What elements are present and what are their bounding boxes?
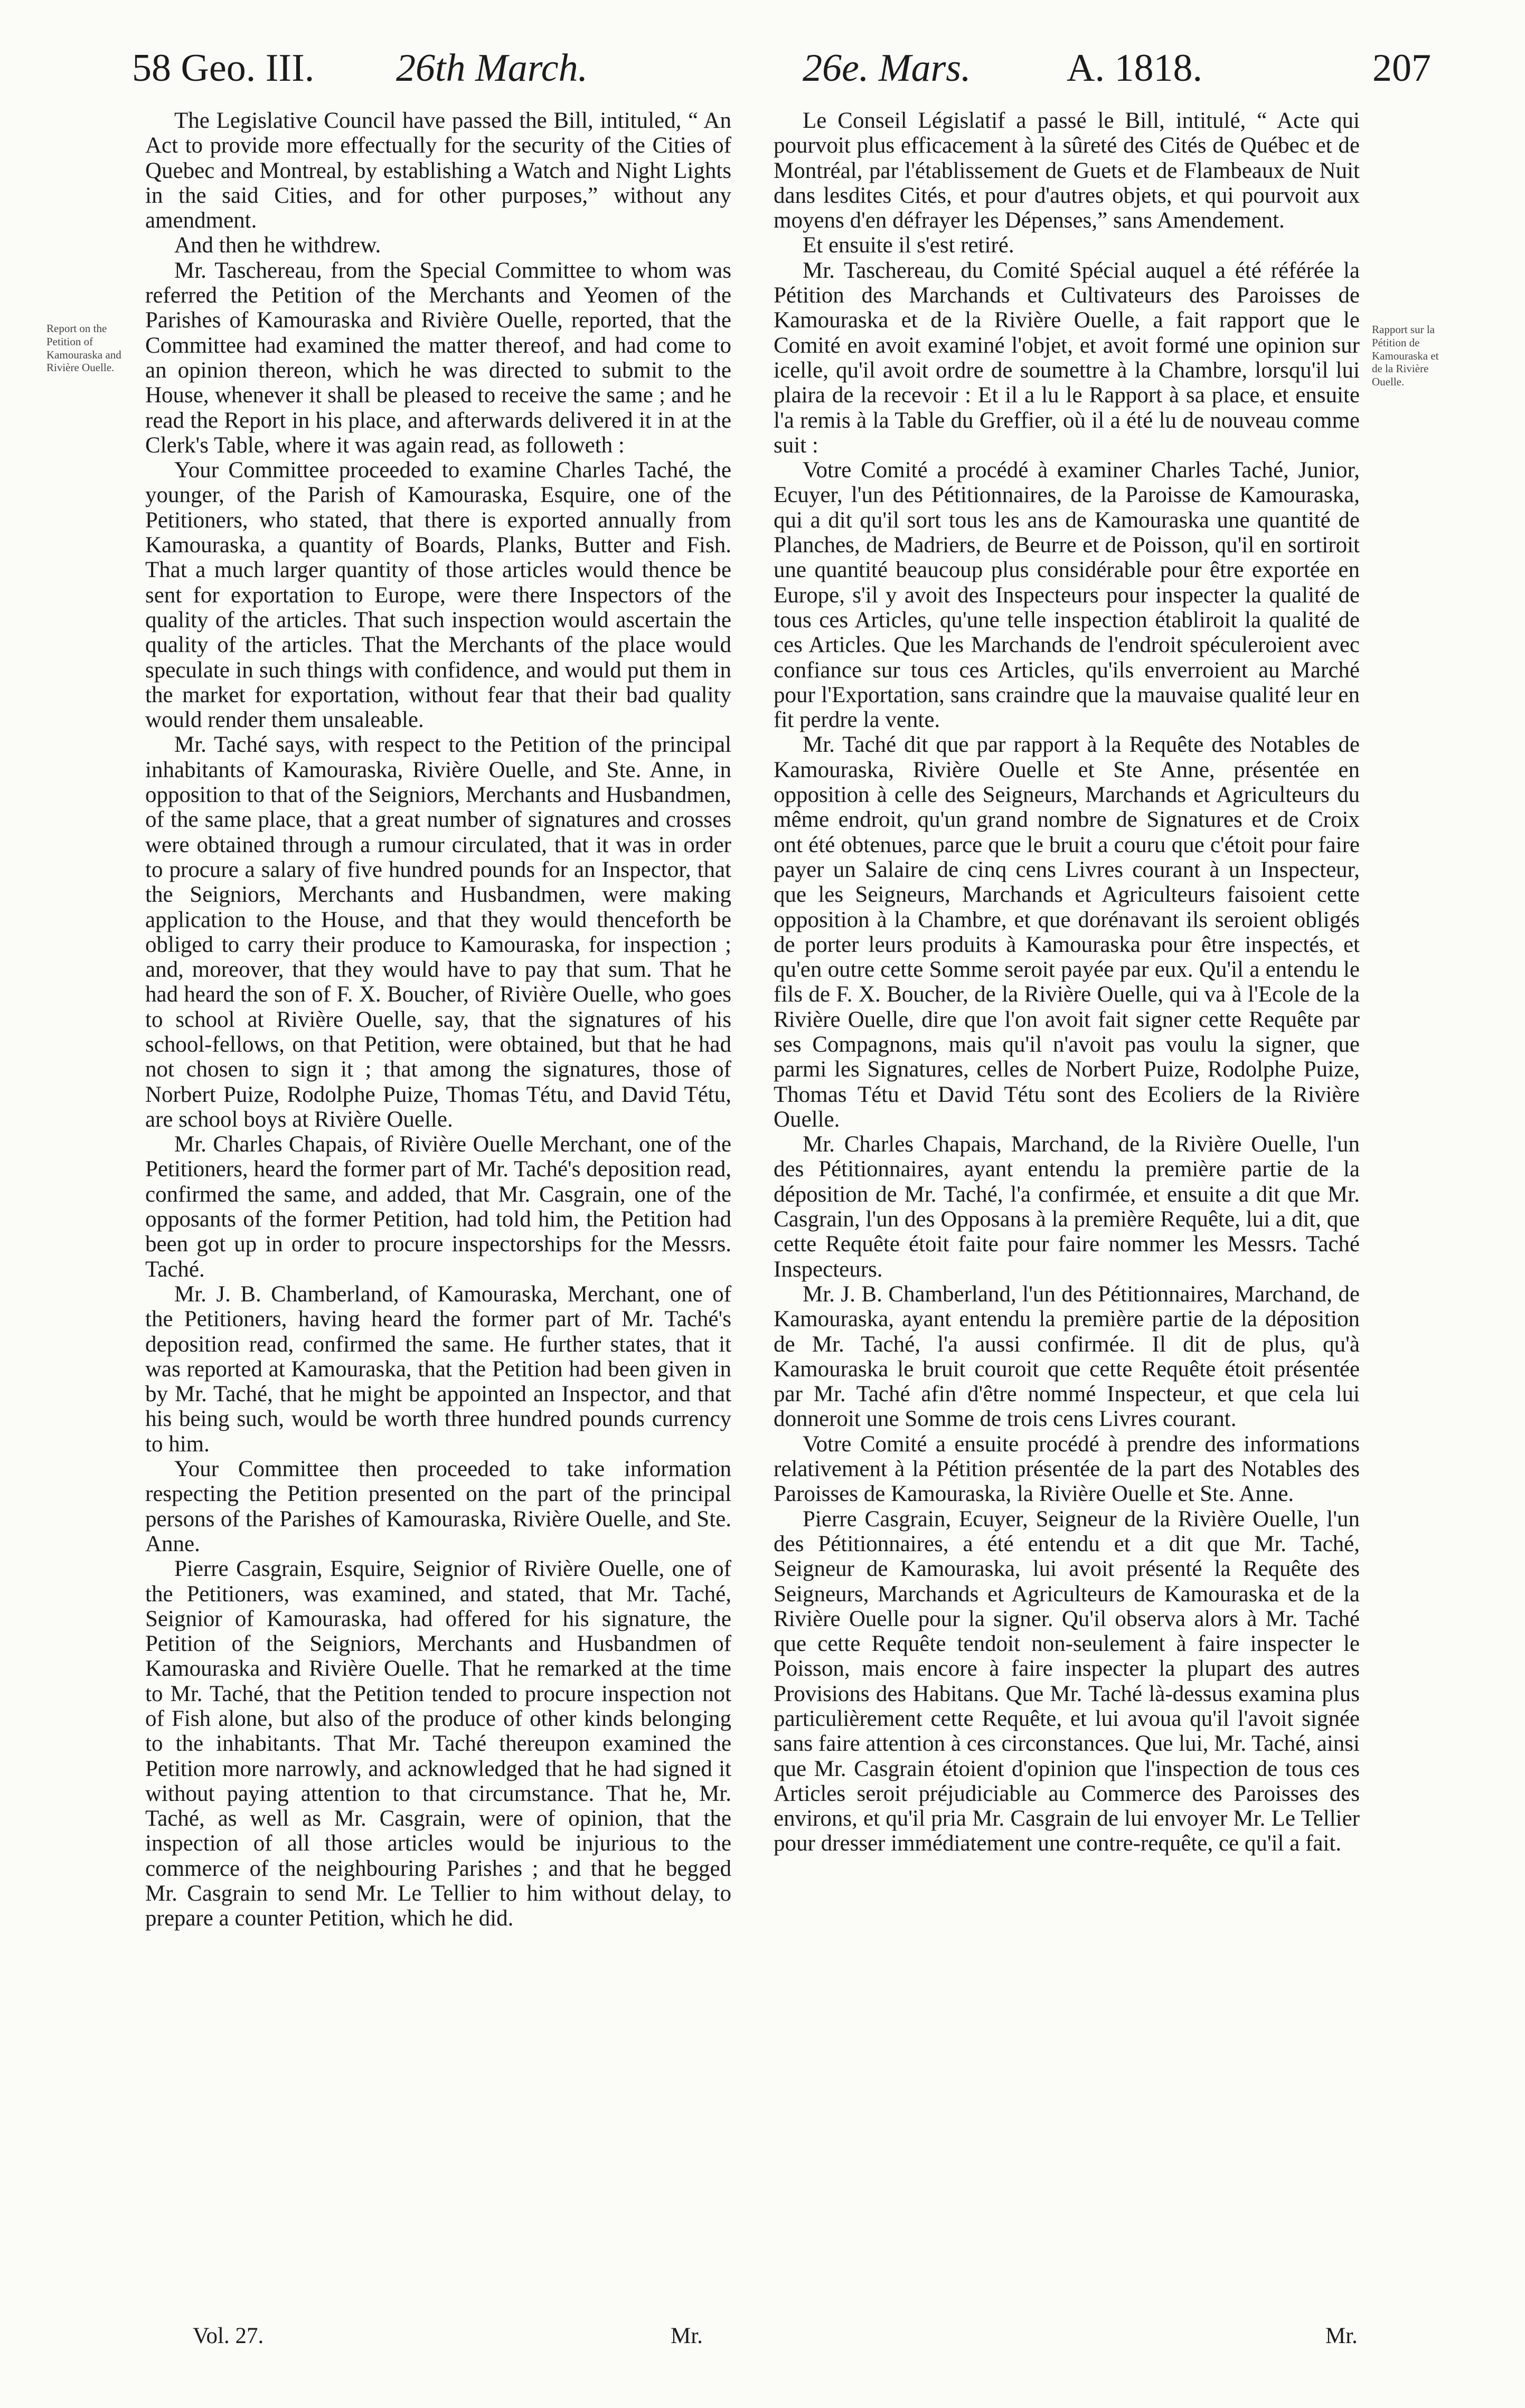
footer-volume: Vol. 27. bbox=[193, 2324, 264, 2348]
running-header bbox=[132, 46, 1431, 107]
french-paragraph: Mr. Charles Chapais, Marchand, de la Rivière Ouelle, l'un des Pétitionnaires, ayant entendu la première partie de la déposition de Mr. Taché, l'a confirmée, et ensuite a dit que Mr. Casgrain, l'un des Opposans à la première Requête, lui a dit, que cette Requête étoit faite pour faire nommer les Messrs. Taché Inspecteurs. bbox=[774, 1132, 1360, 1282]
french-paragraph: Mr. J. B. Chamberland, l'un des Pétitionnaires, Marchand, de Kamouraska, ayant entendu la première partie de la déposition de Mr. Taché, l'a aussi confirmée. Il dit de plus, qu'à Kamouraska le bruit couroit que cette Requête étoit présentée par Mr. Taché afin d'être nommé Inspecteur, et que cela lui donneroit une Somme de trois cens Livres courant. bbox=[774, 1281, 1360, 1432]
english-paragraph: Mr. Taché says, with respect to the Petition of the principal inhabitants of Kamouraska, Rivière Ouelle, and Ste. Anne, in opposition to that of the Seigniors, Merchants and Husbandmen, of the same place, that a great number of signatures and crosses were obtained through a rumour circulated, that it was in order to procure a salary of five hundred pounds for an Inspector, that the Seigniors, Merchants and Husbandmen, were making application to the House, and that they would thenceforth be obliged to carry their produce to Kamouraska, for inspection ; and, moreover, that they would have to pay that sum. That he had heard the son of F. X. Boucher, of Rivière Ouelle, who goes to school at Rivière Ouelle, say, that the signatures of his school-fellows, on that Petition, were obtained, but that he had not chosen to sign it ; that among the signatures, those of Norbert Puize, Rodolphe Puize, Thomas Tétu, and David Tétu, are school boys at Rivière Ouelle. bbox=[145, 732, 731, 1132]
english-paragraph: Mr. Taschereau, from the Special Committee to whom was referred the Petition of the Merchants and Yeomen of the Parishes of Kamouraska and Rivière Ouelle, reported, that the Committee had examined the matter thereof, and had come to an opinion thereon, which he was directed to submit to the House, whenever it shall be pleased to receive the same ; and he read the Report in his place, and afterwards delivered it in at the Clerk's Table, where it was again read, as followeth : bbox=[145, 258, 731, 458]
english-paragraph: Your Committee proceeded to examine Charles Taché, the younger, of the Parish of Kamouraska, Esquire, one of the Petitioners, who stated, that there is exported annually from Kamouraska, a quantity of Boards, Planks, Butter and Fish. That a much larger quantity of those articles would thence be sent for exportation to Europe, were there Inspectors of the quality of the articles. That such inspection would ascertain the quality of the articles. That the Merchants of the place would speculate in such things with confidence, and would put them in the market for exportation, without fear that their bad quality would render them unsaleable. bbox=[145, 458, 731, 733]
page-number: 207 bbox=[1372, 46, 1431, 90]
footer-catchword-french: Mr. bbox=[1325, 2324, 1358, 2348]
french-paragraph: Et ensuite il s'est retiré. bbox=[803, 233, 1014, 258]
english-paragraph: Pierre Casgrain, Esquire, Seignior of Rivière Ouelle, one of the Petitioners, was examined, and stated, that Mr. Taché, Seignior of Kamouraska, had offered for his signature, the Petition of the Seigniors, Merchants and Husbandmen of Kamouraska and Rivière Ouelle. That he remarked at the time to Mr. Taché, that the Petition tended to procure inspection not of Fish alone, but also of the produce of other kinds belonging to the inhabitants. That Mr. Taché thereupon examined the Petition more narrowly, and acknowledged that he had signed it without paying attention to that circumstance. That he, Mr. Taché, as well as Mr. Casgrain, were of opinion, that the inspection of all those articles would be injurious to the commerce of the neighbouring Parishes ; and that he begged Mr. Casgrain to send Mr. Le Tellier to him without delay, to prepare a counter Petition, which he did. bbox=[145, 1556, 731, 1931]
header-english-date: 26th March. bbox=[396, 46, 588, 90]
french-paragraph: Mr. Taschereau, du Comité Spécial auquel a été référée la Pétition des Marchands et Cultivateurs des Paroisses de Kamouraska et de la Rivière Ouelle, a fait rapport que le Comité en avoit examiné l'objet, et avoit formé une opinion sur icelle, qu'il avoit ordre de soumettre à la Chambre, lorsqu'il lui plaira de la recevoir : Et il a lu le Rapport à sa place, et ensuite l'a remis à la Table du Greffier, où il a été lu de nouveau comme suit : bbox=[774, 258, 1360, 458]
english-paragraph: Your Committee then proceeded to take information respecting the Petition presented on the part of the principal persons of the Parishes of Kamouraska, Rivière Ouelle, and Ste. Anne. bbox=[145, 1457, 731, 1556]
english-paragraph: Mr. Charles Chapais, of Rivière Ouelle Merchant, one of the Petitioners, heard the former part of Mr. Taché's deposition read, confirmed the same, and added, that Mr. Casgrain, one of the opposants of the former Petition, had told him, the Petition had been got up in order to procure inspectorships for the Messrs. Taché. bbox=[145, 1132, 731, 1282]
footer-catchword-english: Mr. bbox=[671, 2324, 703, 2348]
french-paragraph: Pierre Casgrain, Ecuyer, Seigneur de la Rivière Ouelle, l'un des Pétitionnaires, a été entendu et a dit que Mr. Taché, Seigneur de Kamouraska, lui avoit présenté la Requête des Seigneurs, Marchands et Agriculteurs de Kamouraska et de la Rivière Ouelle pour la signer. Qu'il observa alors à Mr. Taché que cette Requête tendoit non-seulement à faire inspecter le Poisson, mais encore à faire inspecter la plupart des autres Provisions des Habitans. Que Mr. Taché là-dessus examina plus particulièrement cette Requête, et lui avoua qu'il l'avoit signée sans faire attention à ces circonstances. Que lui, Mr. Taché, ainsi que Mr. Casgrain étoient d'opinion que l'inspection de tous ces Articles seroit préjudiciable au Commerce des Paroisses des environs, et qu'il pria Mr. Casgrain de lui envoyer Mr. Le Tellier pour dresser immédiatement une contre-requête, ce qu'il a fait. bbox=[774, 1506, 1360, 1856]
margin-note-french: Rapport sur la Pétition de Kamouraska et de la Rivière Ouelle. bbox=[1372, 323, 1439, 389]
header-session: 58 Geo. III. bbox=[132, 46, 315, 90]
english-paragraph: And then he withdrew. bbox=[174, 233, 381, 258]
french-paragraph: Votre Comité a ensuite procédé à prendre des informations relativement à la Pétition présentée de la part des Notables des Paroisses de Kamouraska, la Rivière Ouelle et Ste. Anne. bbox=[774, 1431, 1360, 1507]
english-paragraph: Mr. J. B. Chamberland, of Kamouraska, Merchant, one of the Petitioners, having heard the former part of Mr. Taché's deposition read, confirmed the same. He further states, that it was reported at Kamouraska, that the Petition had been given in by Mr. Taché, that he might be appointed an Inspector, and that his being such, would be worth three hundred pounds currency to him. bbox=[145, 1281, 731, 1457]
english-column bbox=[145, 108, 731, 1931]
french-paragraph: Mr. Taché dit que par rapport à la Requête des Notables de Kamouraska, Rivière Ouelle et Ste Anne, présentée en opposition à celle des Seigneurs, Marchands et Agriculteurs du même endroit, qu'un grand nombre de Signatures et de Croix ont été obtenues, parce que le bruit a couru que c'étoit pour faire payer un Salaire de cinq cens Livres courant à un Inspecteur, que les Seigneurs, Marchands et Agriculteurs faisoient cette opposition à la Chambre, et que dorénavant ils seroient obligés de porter leurs produits à Kamouraska pour être inspectés, et qu'en outre cette Somme seroit payée par eux. Qu'il a entendu le fils de F. X. Boucher, de la Rivière Ouelle, qui va à l'Ecole de la Rivière Ouelle, dire que l'on avoit fait signer cette Requête par ses Compagnons, mais qu'il n'avoit pas voulu la signer, que parmi les Signatures, celles de Norbert Puize, Rodolphe Puize, Thomas Tétu et David Tétu sont des Ecoliers de la Rivière Ouelle. bbox=[774, 732, 1360, 1132]
header-french-date: 26e. Mars. bbox=[803, 46, 971, 90]
french-paragraph: Le Conseil Législatif a passé le Bill, intitulé, “ Acte qui pourvoit plus efficacement à la sûreté des Cités de Québec et de Montréal, par l'établissement de Guets et de Flambeaux de Nuit dans lesdites Cités, et pour d'autres objets, et qui pourvoit aux moyens d'en défrayer les Dépenses,” sans Amendement. bbox=[774, 108, 1360, 233]
margin-note-english: Report on the Petition of Kamouraska and Rivière Ouelle. bbox=[46, 322, 121, 374]
french-column bbox=[774, 108, 1360, 1856]
english-paragraph: The Legislative Council have passed the Bill, intituled, “ An Act to provide more effectually for the security of the Cities of Quebec and Montreal, by establishing a Watch and Night Lights in the said Cities, and for other purposes,” without any amendment. bbox=[145, 108, 731, 233]
french-paragraph: Votre Comité a procédé à examiner Charles Taché, Junior, Ecuyer, l'un des Pétitionnaires, de la Paroisse de Kamouraska, qui a dit qu'il sort tous les ans de Kamouraska une quantité de Planches, de Madriers, de Beurre et de Poisson, qu'il en sortiroit une quantité beaucoup plus considérable pour être exportée en Europe, s'il y avoit des Inspecteurs pour inspecter la qualité de tous ces Articles, qu'une telle inspection établiroit la qualité de ces Articles. Que les Marchands de l'endroit spéculeroient avec confiance sur tous ces Articles, qu'ils enverroient au Marché pour l'Exportation, sans craindre que la mauvaise qualité leur en fit perdre la vente. bbox=[774, 458, 1360, 733]
header-year: A. 1818. bbox=[1067, 46, 1202, 90]
